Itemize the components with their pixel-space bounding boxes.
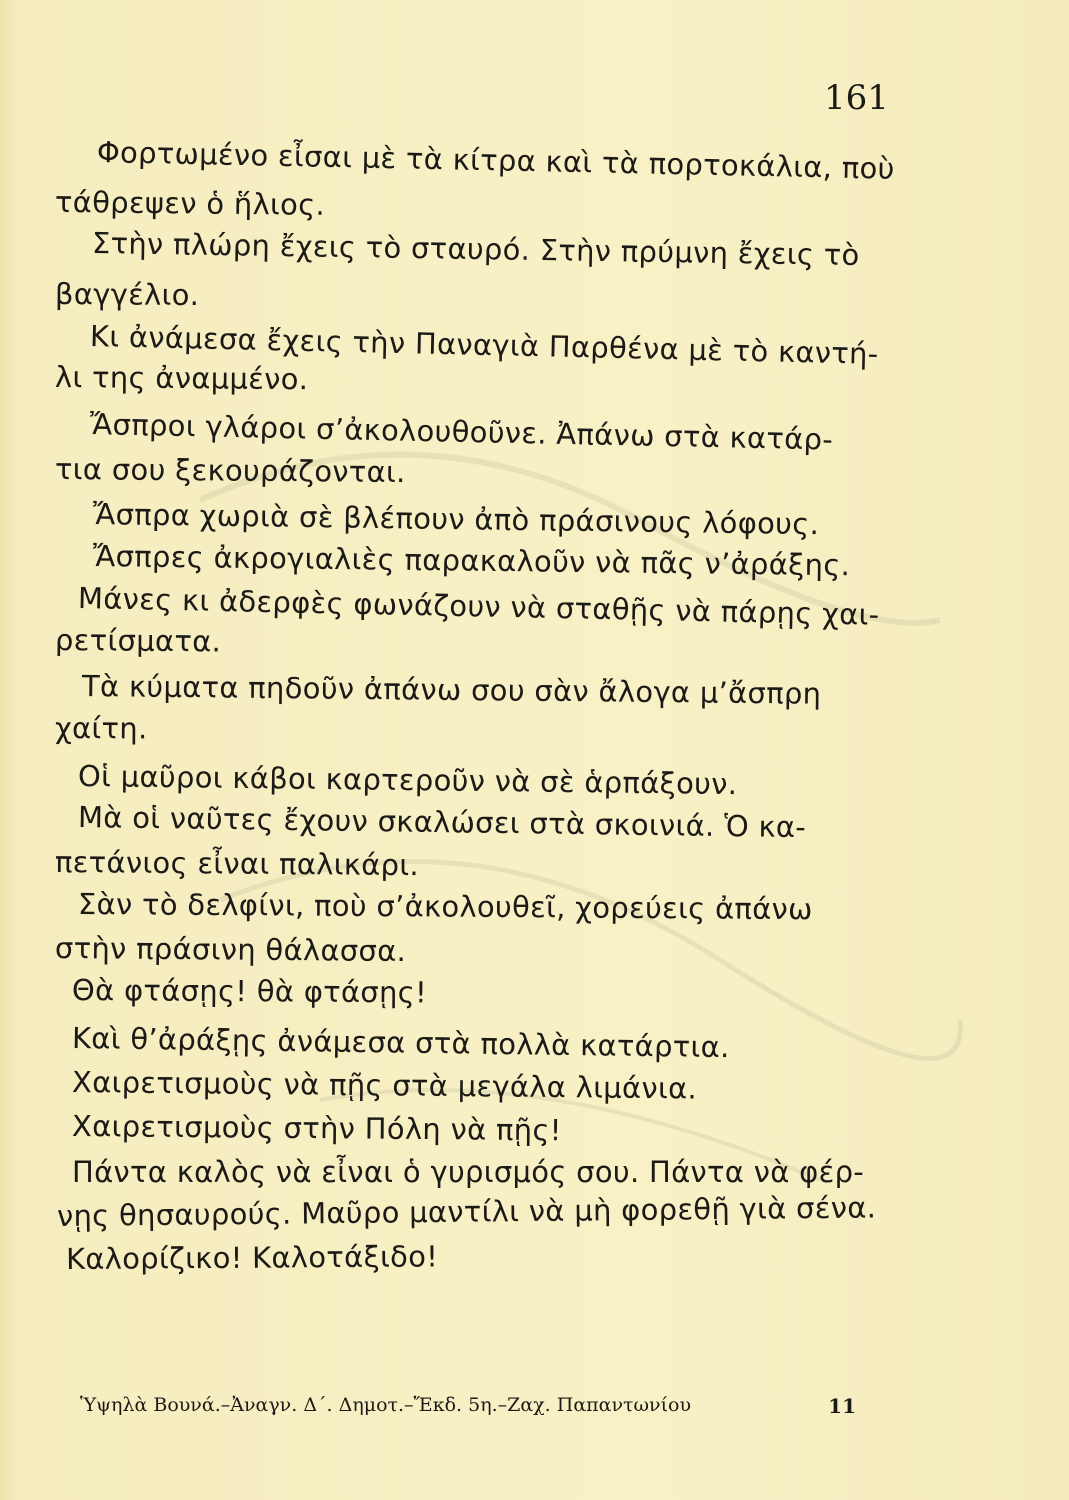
- text-line: Πάντα καλὸς νὰ εἶναι ὁ γυρισμός σου. Πάντα νὰ φέρ-: [72, 1155, 865, 1189]
- text-line: νῃς θησαυρούς. Μαῦρο μαντίλι νὰ μὴ φορεθῇ γιὰ σένα.: [56, 1190, 877, 1233]
- text-line: Καλορίζικο! Καλοτάξιδο!: [65, 1239, 439, 1276]
- text-line: Μὰ οἱ ναῦτες ἔχουν σκαλώσει στὰ σκοινιά. Ὁ κα-: [77, 800, 807, 845]
- text-line: Τὰ κύματα πηδοῦν ἀπάνω σου σὰν ἄλογα μ’ἄσπρη: [81, 669, 822, 711]
- text-line: Χαιρετισμοὺς νὰ πῇς στὰ μεγάλα λιμάνια.: [71, 1065, 698, 1106]
- text-line: Σὰν τὸ δελφίνι, ποὺ σ’ἀκολουθεῖ, χορεύεις ἀπάνω: [77, 887, 813, 927]
- text-line: Μάνες κι ἀδερφὲς φωνάζουν νὰ σταθῇς νὰ πάρῃς χαι-: [77, 581, 880, 632]
- text-line: τια σου ξεκουράζονται.: [54, 452, 406, 490]
- text-line: χαίτη.: [54, 711, 148, 746]
- signature-mark: 11: [828, 1394, 856, 1418]
- text-line: πετάνιος εἶναι παλικάρι.: [54, 845, 420, 883]
- text-line: βαγγέλιο.: [54, 277, 200, 313]
- text-line: Καὶ θ’ἀράξῃς ἀνάμεσα στὰ πολλὰ κατάρτια.: [71, 1021, 730, 1065]
- text-line: τάθρεψεν ὁ ἥλιος.: [54, 185, 326, 222]
- footer-citation: Ὑψηλὰ Βουνά.–Ἀναγν. Δ΄. Δημοτ.–Ἔκδ. 5η.–Ζαχ. Παπαντωνίου: [80, 1394, 692, 1416]
- text-line: Χαιρετισμοὺς στὴν Πόλη νὰ πῇς!: [71, 1109, 562, 1148]
- text-line: ρετίσματα.: [54, 623, 222, 659]
- text-line: στὴν πράσινη θάλασσα.: [54, 931, 407, 969]
- text-line: Φορτωμένο εἶσαι μὲ τὰ κίτρα καὶ τὰ πορτοκάλια, ποὺ: [96, 135, 896, 186]
- text-line: Κι ἀνάμεσα ἔχεις τὴν Παναγιὰ Παρθένα μὲ τὸ καντή-: [89, 319, 879, 371]
- page-number: 161: [824, 78, 889, 118]
- footer: [80, 1394, 856, 1416]
- text-line: Ἄσπροι γλάροι σ’ἀκολουθοῦνε. Ἀπάνω στὰ κατάρ-: [89, 407, 834, 457]
- text-line: λι της ἀναμμένο.: [54, 360, 309, 397]
- text-line: Ἄσπρα χωριὰ σὲ βλέπουν ἀπὸ πράσινους λόφους.: [92, 497, 820, 542]
- text-line: Στὴν πλώρη ἔχεις τὸ σταυρό. Στὴν πρύμνη ἔχεις τὸ: [91, 226, 860, 273]
- text-line: Οἱ μαῦροι κάβοι καρτεροῦν νὰ σὲ ἁρπάξουν.: [77, 759, 738, 802]
- text-line: Θὰ φτάσῃς! θὰ φτάσῃς!: [71, 973, 428, 1010]
- text-line: Ἄσπρες ἀκρογιαλιὲς παρακαλοῦν νὰ πᾶς ν’ἀράξης.: [92, 539, 851, 583]
